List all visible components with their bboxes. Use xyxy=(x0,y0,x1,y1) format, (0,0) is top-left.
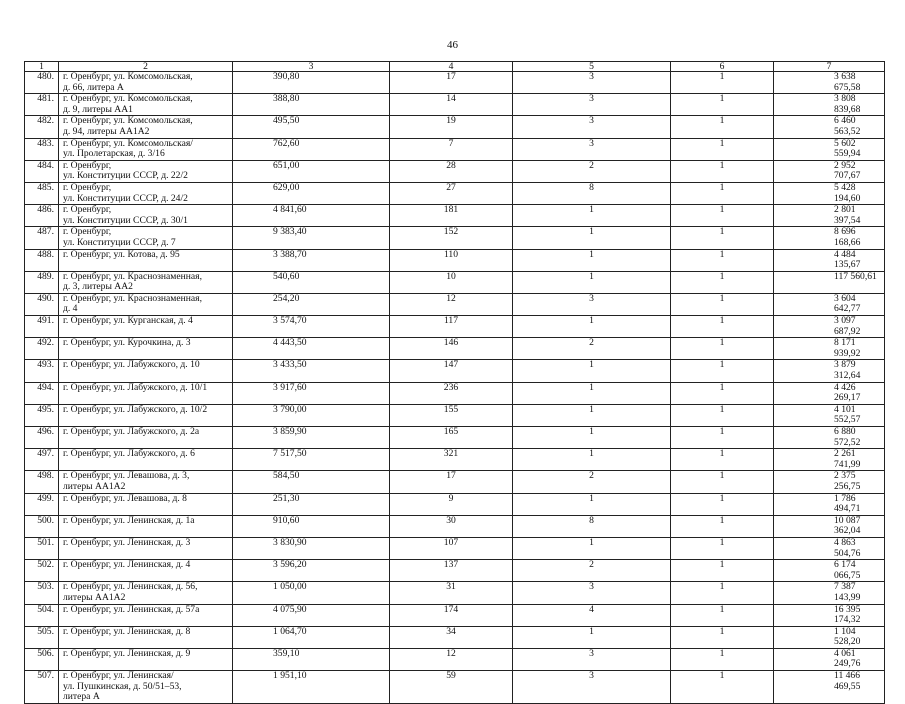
column-6-value: 1 xyxy=(671,227,774,249)
address-line: д. 9, литеры АА1 xyxy=(63,103,133,115)
column-5-value: 1 xyxy=(513,449,671,471)
address xyxy=(59,382,233,404)
table-row xyxy=(25,560,885,582)
column-5-value: 3 xyxy=(513,671,671,704)
address-line: г. Оренбург, ул. Комсомольская, xyxy=(63,115,193,127)
column-3-value: 4 443,50 xyxy=(233,338,390,360)
column-4-value: 110 xyxy=(390,249,513,271)
column-6-value: 1 xyxy=(671,72,774,94)
column-3-value: 4 841,60 xyxy=(233,205,390,227)
row-number: 491. xyxy=(25,316,59,338)
column-4-value: 12 xyxy=(390,648,513,670)
row-number: 501. xyxy=(25,537,59,559)
column-7-value: 8 171 939,92 xyxy=(774,338,885,360)
column-4-value: 59 xyxy=(390,671,513,704)
column-5-value: 1 xyxy=(513,316,671,338)
column-6-value: 1 xyxy=(671,382,774,404)
column-7-value: 2 952 707,67 xyxy=(774,160,885,182)
address-line: г. Оренбург, ул. Комсомольская/ xyxy=(63,137,193,149)
address xyxy=(59,138,233,160)
address-line: г. Оренбург, ул. Лабужского, д. 6 xyxy=(63,448,195,460)
address xyxy=(59,493,233,515)
table-row xyxy=(25,271,885,293)
column-5-value: 1 xyxy=(513,626,671,648)
header-row xyxy=(25,62,885,72)
table-row xyxy=(25,648,885,670)
column-7-value: 3 604 642,77 xyxy=(774,293,885,315)
address-line: ул. Конституции СССР, д. 22/2 xyxy=(63,170,188,182)
column-5-value: 2 xyxy=(513,338,671,360)
row-number: 487. xyxy=(25,227,59,249)
column-5-value: 1 xyxy=(513,493,671,515)
address-line: д. 4 xyxy=(63,303,78,315)
column-6-value: 1 xyxy=(671,293,774,315)
column-4-value: 9 xyxy=(390,493,513,515)
column-5-value: 3 xyxy=(513,72,671,94)
table-row xyxy=(25,338,885,360)
column-6-value: 1 xyxy=(671,338,774,360)
column-header-2: 2 xyxy=(59,62,233,72)
column-7-value: 10 087 362,04 xyxy=(774,515,885,537)
column-4-value: 155 xyxy=(390,404,513,426)
column-4-value: 31 xyxy=(390,582,513,604)
row-number: 502. xyxy=(25,560,59,582)
column-4-value: 17 xyxy=(390,72,513,94)
column-7-value: 3 808 839,68 xyxy=(774,94,885,116)
row-number: 504. xyxy=(25,604,59,626)
address xyxy=(59,560,233,582)
column-4-value: 137 xyxy=(390,560,513,582)
column-7-value: 4 863 504,76 xyxy=(774,537,885,559)
table-row xyxy=(25,537,885,559)
column-5-value: 1 xyxy=(513,205,671,227)
column-4-value: 14 xyxy=(390,94,513,116)
address-line: г. Оренбург, xyxy=(63,159,112,171)
address-line: г. Оренбург, ул. Левашова, д. 8 xyxy=(63,492,187,504)
column-3-value: 388,80 xyxy=(233,94,390,116)
column-4-value: 30 xyxy=(390,515,513,537)
address-table xyxy=(24,61,885,704)
column-3-value: 4 075,90 xyxy=(233,604,390,626)
row-number: 495. xyxy=(25,404,59,426)
column-7-value: 4 484 135,67 xyxy=(774,249,885,271)
table-header xyxy=(25,62,885,72)
address xyxy=(59,227,233,249)
column-7-value: 5 602 559,94 xyxy=(774,138,885,160)
table-row xyxy=(25,360,885,382)
column-7-value: 117 560,61 xyxy=(774,271,885,293)
table-row xyxy=(25,427,885,449)
column-3-value: 390,80 xyxy=(233,72,390,94)
column-4-value: 7 xyxy=(390,138,513,160)
table-row xyxy=(25,471,885,493)
column-4-value: 27 xyxy=(390,182,513,204)
column-header-5: 5 xyxy=(513,62,671,72)
address xyxy=(59,671,233,704)
column-6-value: 1 xyxy=(671,604,774,626)
column-6-value: 1 xyxy=(671,560,774,582)
row-number: 497. xyxy=(25,449,59,471)
address-line: литера А xyxy=(63,691,100,703)
column-7-value: 16 395 174,32 xyxy=(774,604,885,626)
column-3-value: 3 830,90 xyxy=(233,537,390,559)
address-line: литеры АА1А2 xyxy=(63,591,126,603)
column-7-value: 6 880 572,52 xyxy=(774,427,885,449)
table-row xyxy=(25,316,885,338)
address xyxy=(59,604,233,626)
column-6-value: 1 xyxy=(671,427,774,449)
address-line: д. 3, литеры АА2 xyxy=(63,281,133,293)
column-5-value: 1 xyxy=(513,271,671,293)
column-4-value: 10 xyxy=(390,271,513,293)
column-header-3: 3 xyxy=(233,62,390,72)
row-number: 490. xyxy=(25,293,59,315)
address xyxy=(59,515,233,537)
column-3-value: 254,20 xyxy=(233,293,390,315)
address-line: г. Оренбург, ул. Ленинская, д. 57а xyxy=(63,603,200,615)
column-7-value: 3 097 687,92 xyxy=(774,316,885,338)
column-7-value: 1 786 494,71 xyxy=(774,493,885,515)
column-5-value: 1 xyxy=(513,537,671,559)
address xyxy=(59,471,233,493)
address xyxy=(59,182,233,204)
address-line: литеры АА1А2 xyxy=(63,480,126,492)
row-number: 492. xyxy=(25,338,59,360)
column-7-value: 4 061 249,76 xyxy=(774,648,885,670)
address xyxy=(59,160,233,182)
row-number: 480. xyxy=(25,72,59,94)
column-6-value: 1 xyxy=(671,671,774,704)
table-row xyxy=(25,182,885,204)
column-3-value: 762,60 xyxy=(233,138,390,160)
table-row xyxy=(25,604,885,626)
row-number: 506. xyxy=(25,648,59,670)
table-row xyxy=(25,138,885,160)
table-body xyxy=(25,72,885,704)
address xyxy=(59,293,233,315)
column-header-6: 6 xyxy=(671,62,774,72)
address xyxy=(59,271,233,293)
column-4-value: 19 xyxy=(390,116,513,138)
column-7-value: 8 696 168,66 xyxy=(774,227,885,249)
column-6-value: 1 xyxy=(671,205,774,227)
address xyxy=(59,404,233,426)
column-3-value: 495,50 xyxy=(233,116,390,138)
column-header-7: 7 xyxy=(774,62,885,72)
address-line: ул. Пушкинская, д. 50/51–53, xyxy=(63,680,182,692)
column-6-value: 1 xyxy=(671,316,774,338)
address-line: г. Оренбург, ул. Ленинская/ xyxy=(63,670,174,682)
column-6-value: 1 xyxy=(671,138,774,160)
column-5-value: 8 xyxy=(513,515,671,537)
column-3-value: 359,10 xyxy=(233,648,390,670)
column-3-value: 9 383,40 xyxy=(233,227,390,249)
address xyxy=(59,72,233,94)
column-5-value: 1 xyxy=(513,382,671,404)
column-3-value: 1 951,10 xyxy=(233,671,390,704)
column-3-value: 910,60 xyxy=(233,515,390,537)
address-line: д. 94, литеры АА1А2 xyxy=(63,125,150,137)
address xyxy=(59,249,233,271)
column-5-value: 3 xyxy=(513,293,671,315)
column-4-value: 12 xyxy=(390,293,513,315)
row-number: 485. xyxy=(25,182,59,204)
column-6-value: 1 xyxy=(671,626,774,648)
address-line: г. Оренбург, ул. Курочкина, д. 3 xyxy=(63,337,191,349)
column-5-value: 4 xyxy=(513,604,671,626)
column-3-value: 3 574,70 xyxy=(233,316,390,338)
column-7-value: 2 261 741,99 xyxy=(774,449,885,471)
column-6-value: 1 xyxy=(671,404,774,426)
table-row xyxy=(25,205,885,227)
column-6-value: 1 xyxy=(671,449,774,471)
address-line: г. Оренбург, ул. Ленинская, д. 56, xyxy=(63,581,198,593)
column-4-value: 181 xyxy=(390,205,513,227)
column-6-value: 1 xyxy=(671,116,774,138)
column-5-value: 1 xyxy=(513,227,671,249)
address-line: г. Оренбург, xyxy=(63,204,112,216)
row-number: 493. xyxy=(25,360,59,382)
table-row xyxy=(25,493,885,515)
column-4-value: 152 xyxy=(390,227,513,249)
row-number: 499. xyxy=(25,493,59,515)
column-3-value: 3 388,70 xyxy=(233,249,390,271)
address xyxy=(59,427,233,449)
column-3-value: 629,00 xyxy=(233,182,390,204)
column-header-1: 1 xyxy=(25,62,59,72)
column-header-4: 4 xyxy=(390,62,513,72)
column-6-value: 1 xyxy=(671,493,774,515)
column-7-value: 2 375 256,75 xyxy=(774,471,885,493)
column-6-value: 1 xyxy=(671,182,774,204)
address xyxy=(59,648,233,670)
column-3-value: 651,00 xyxy=(233,160,390,182)
address-line: г. Оренбург, ул. Лабужского, д. 10 xyxy=(63,359,200,371)
address-line: ул. Конституции СССР, д. 24/2 xyxy=(63,192,188,204)
address-line: г. Оренбург, ул. Краснознаменная, xyxy=(63,292,202,304)
address-line: г. Оренбург, ул. Ленинская, д. 1а xyxy=(63,514,195,526)
column-3-value: 1 050,00 xyxy=(233,582,390,604)
column-5-value: 3 xyxy=(513,648,671,670)
column-4-value: 107 xyxy=(390,537,513,559)
column-6-value: 1 xyxy=(671,537,774,559)
column-5-value: 2 xyxy=(513,471,671,493)
address-line: г. Оренбург, ул. Курганская, д. 4 xyxy=(63,315,193,327)
row-number: 482. xyxy=(25,116,59,138)
column-6-value: 1 xyxy=(671,360,774,382)
column-5-value: 3 xyxy=(513,116,671,138)
address xyxy=(59,205,233,227)
column-7-value: 3 638 675,58 xyxy=(774,72,885,94)
address-line: ул. Пролетарская, д. 3/16 xyxy=(63,148,165,160)
column-7-value: 7 387 143,99 xyxy=(774,582,885,604)
column-4-value: 17 xyxy=(390,471,513,493)
column-7-value: 4 101 552,57 xyxy=(774,404,885,426)
address xyxy=(59,316,233,338)
column-7-value: 6 460 563,52 xyxy=(774,116,885,138)
column-7-value: 5 428 194,60 xyxy=(774,182,885,204)
row-number: 496. xyxy=(25,427,59,449)
table-row xyxy=(25,382,885,404)
column-3-value: 3 917,60 xyxy=(233,382,390,404)
column-5-value: 1 xyxy=(513,427,671,449)
column-3-value: 3 790,00 xyxy=(233,404,390,426)
column-6-value: 1 xyxy=(671,271,774,293)
address-line: г. Оренбург, ул. Краснознаменная, xyxy=(63,270,202,282)
row-number: 484. xyxy=(25,160,59,182)
address-line: г. Оренбург, ул. Ленинская, д. 9 xyxy=(63,647,191,659)
table-row xyxy=(25,582,885,604)
column-5-value: 3 xyxy=(513,138,671,160)
column-4-value: 165 xyxy=(390,427,513,449)
column-4-value: 147 xyxy=(390,360,513,382)
column-5-value: 2 xyxy=(513,560,671,582)
address xyxy=(59,360,233,382)
address-line: г. Оренбург, ул. Ленинская, д. 3 xyxy=(63,536,191,548)
column-6-value: 1 xyxy=(671,515,774,537)
row-number: 494. xyxy=(25,382,59,404)
row-number: 483. xyxy=(25,138,59,160)
column-4-value: 28 xyxy=(390,160,513,182)
column-5-value: 1 xyxy=(513,404,671,426)
column-5-value: 1 xyxy=(513,360,671,382)
column-5-value: 8 xyxy=(513,182,671,204)
address-line: г. Оренбург, ул. Комсомольская, xyxy=(63,93,193,105)
address-line: г. Оренбург, ул. Котова, д. 95 xyxy=(63,248,180,260)
column-7-value: 11 466 469,55 xyxy=(774,671,885,704)
address xyxy=(59,537,233,559)
column-7-value: 6 174 066,75 xyxy=(774,560,885,582)
row-number: 498. xyxy=(25,471,59,493)
table-row xyxy=(25,293,885,315)
column-3-value: 1 064,70 xyxy=(233,626,390,648)
column-4-value: 146 xyxy=(390,338,513,360)
table-row xyxy=(25,626,885,648)
table-row xyxy=(25,160,885,182)
page-number: 46 xyxy=(447,39,458,51)
column-3-value: 7 517,50 xyxy=(233,449,390,471)
column-5-value: 3 xyxy=(513,94,671,116)
address-line: г. Оренбург, xyxy=(63,181,112,193)
address-line: г. Оренбург, xyxy=(63,226,112,238)
column-3-value: 540,60 xyxy=(233,271,390,293)
address xyxy=(59,338,233,360)
row-number: 505. xyxy=(25,626,59,648)
column-3-value: 3 596,20 xyxy=(233,560,390,582)
row-number: 500. xyxy=(25,515,59,537)
address-line: г. Оренбург, ул. Ленинская, д. 4 xyxy=(63,559,191,571)
column-6-value: 1 xyxy=(671,94,774,116)
column-7-value: 4 426 269,17 xyxy=(774,382,885,404)
table-row xyxy=(25,227,885,249)
column-7-value: 1 104 528,20 xyxy=(774,626,885,648)
address-line: г. Оренбург, ул. Лабужского, д. 2а xyxy=(63,426,200,437)
address xyxy=(59,116,233,138)
address xyxy=(59,626,233,648)
table-row xyxy=(25,515,885,537)
column-6-value: 1 xyxy=(671,648,774,670)
column-4-value: 321 xyxy=(390,449,513,471)
column-4-value: 236 xyxy=(390,382,513,404)
row-number: 507. xyxy=(25,671,59,704)
address-line: г. Оренбург, ул. Комсомольская, xyxy=(63,71,193,82)
column-4-value: 117 xyxy=(390,316,513,338)
column-7-value: 2 801 397,54 xyxy=(774,205,885,227)
table-row xyxy=(25,449,885,471)
address-line: ул. Конституции СССР, д. 7 xyxy=(63,236,176,248)
row-number: 481. xyxy=(25,94,59,116)
column-3-value: 251,30 xyxy=(233,493,390,515)
table-row xyxy=(25,116,885,138)
address-line: г. Оренбург, ул. Левашова, д. 3, xyxy=(63,470,190,482)
address xyxy=(59,94,233,116)
column-6-value: 1 xyxy=(671,160,774,182)
address xyxy=(59,449,233,471)
column-4-value: 174 xyxy=(390,604,513,626)
row-number: 503. xyxy=(25,582,59,604)
table-row xyxy=(25,404,885,426)
column-3-value: 3 859,90 xyxy=(233,427,390,449)
address-line: ул. Конституции СССР, д. 30/1 xyxy=(63,214,188,226)
table-row xyxy=(25,249,885,271)
address-line: г. Оренбург, ул. Лабужского, д. 10/1 xyxy=(63,381,208,393)
address-line: д. 66, литера А xyxy=(63,81,124,93)
row-number: 486. xyxy=(25,205,59,227)
column-3-value: 3 433,50 xyxy=(233,360,390,382)
column-5-value: 2 xyxy=(513,160,671,182)
address xyxy=(59,582,233,604)
column-5-value: 1 xyxy=(513,249,671,271)
column-6-value: 1 xyxy=(671,249,774,271)
address-line: г. Оренбург, ул. Ленинская, д. 8 xyxy=(63,625,191,637)
column-6-value: 1 xyxy=(671,582,774,604)
table-row xyxy=(25,94,885,116)
column-4-value: 34 xyxy=(390,626,513,648)
column-5-value: 3 xyxy=(513,582,671,604)
table-row xyxy=(25,72,885,94)
table-row xyxy=(25,671,885,704)
row-number: 489. xyxy=(25,271,59,293)
row-number: 488. xyxy=(25,249,59,271)
column-7-value: 3 879 312,64 xyxy=(774,360,885,382)
column-6-value: 1 xyxy=(671,471,774,493)
address-line: г. Оренбург, ул. Лабужского, д. 10/2 xyxy=(63,403,208,415)
column-3-value: 584,50 xyxy=(233,471,390,493)
